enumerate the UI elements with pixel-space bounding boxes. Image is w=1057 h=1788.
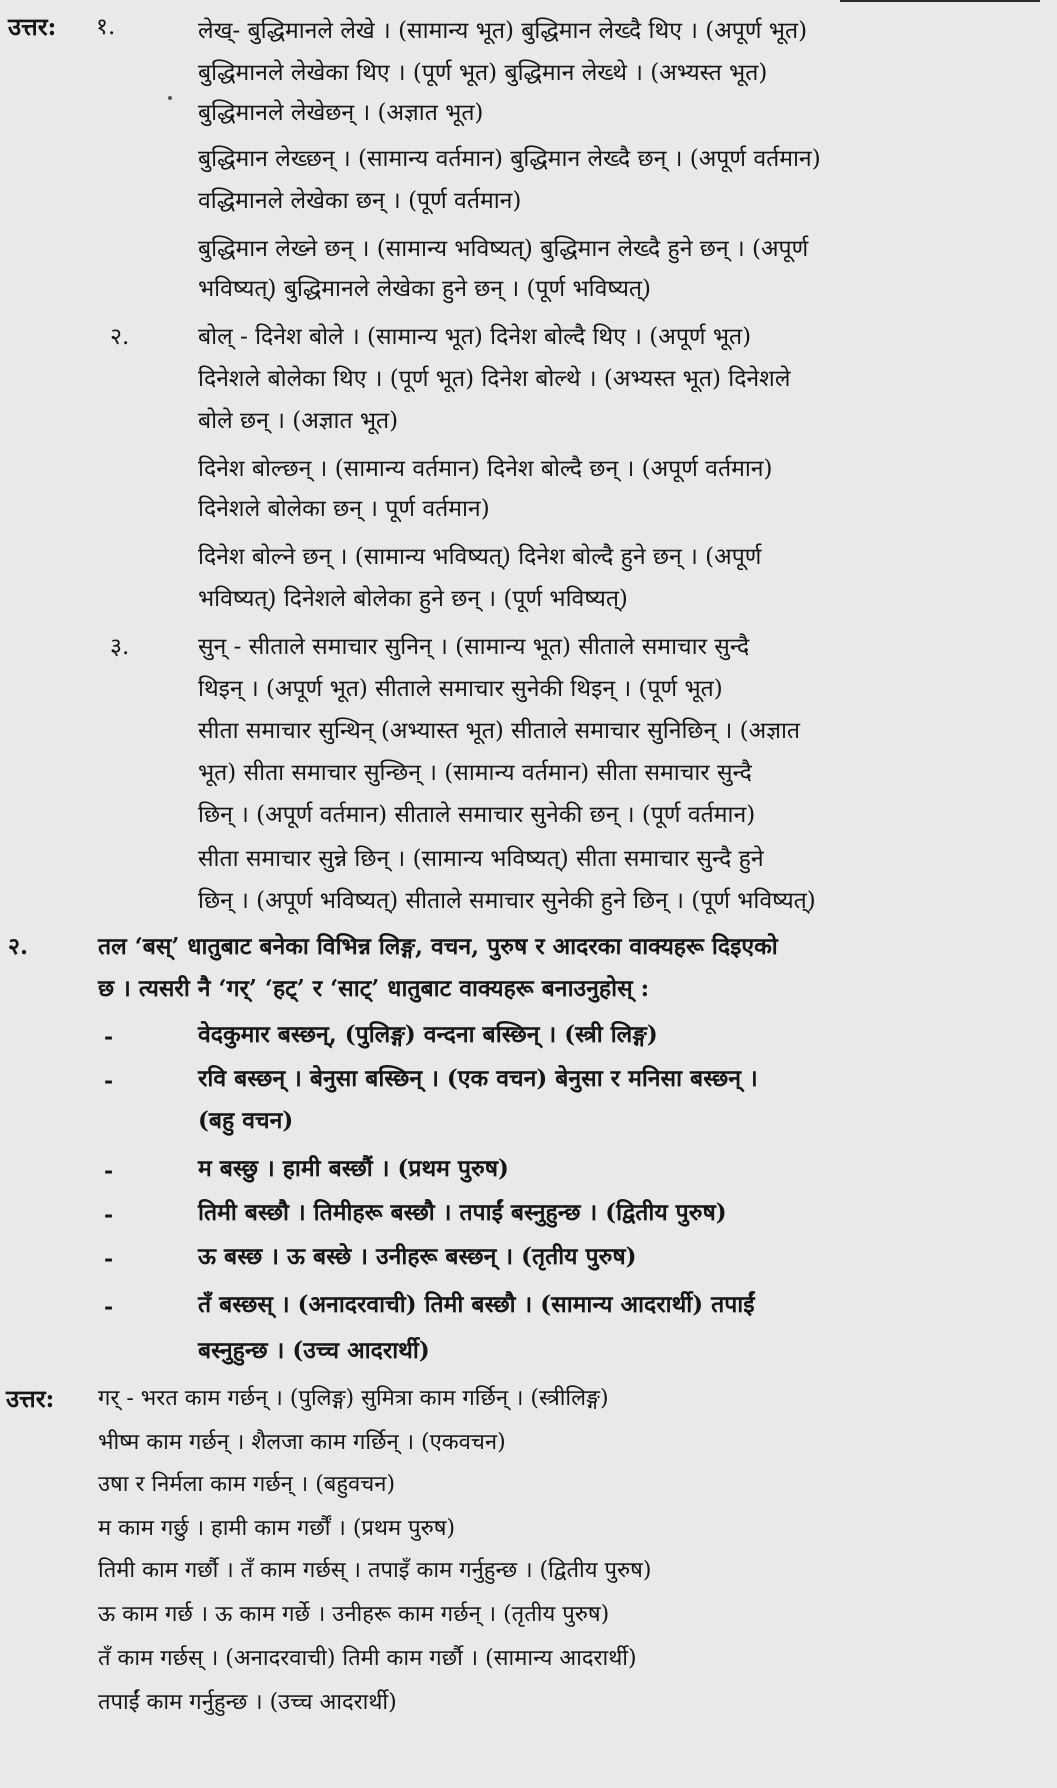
bullet-4: - (104, 1202, 114, 1228)
answer2-line-4: म काम गर्छु । हामी काम गर्छौं । (प्रथम पुरुष) (98, 1516, 456, 1541)
item-number-2: २. (110, 324, 130, 350)
example-line-7: तँ बस्छस् । (अनादरवाची) तिमी बस्छौ । (सामान्य आदरार्थी) तपाईं (198, 1291, 755, 1318)
speck (168, 96, 172, 100)
item-number-1: १. (96, 14, 116, 40)
item2-line-2: दिनेशले बोलेका थिए । (पूर्ण भूत) दिनेश बोल्थे । (अभ्यस्त भूत) दिनेशले (198, 366, 791, 392)
item1-line-7: भविष्यत्) बुद्धिमानले लेखेका हुने छन् । (पूर्ण भविष्यत्) (198, 276, 651, 302)
answer2-line-7: तँ काम गर्छस् । (अनादरवाची) तिमी काम गर्छौ । (सामान्य आदरार्थी) (98, 1646, 637, 1671)
item1-line-1: लेख्- बुद्धिमानले लेखे । (सामान्य भूत) बुद्धिमान लेख्दै थिए । (अपूर्ण भूत) (198, 18, 808, 44)
example-line-8: बस्नुहुन्छ । (उच्च आदरार्थी) (198, 1337, 430, 1364)
answer2-line-3: उषा र निर्मला काम गर्छन् । (बहुवचन) (98, 1472, 396, 1497)
item3-line-3: सीता समाचार सुन्थिन् (अभ्यास्त भूत) सीताले समाचार सुनिछिन् । (अज्ञात (198, 718, 801, 744)
answer2-line-1: गर् - भरत काम गर्छन् । (पुलिङ्ग) सुमित्रा काम गर्छिन् । (स्त्रीलिङ्ग) (98, 1386, 609, 1411)
item2-line-7: भविष्यत्) दिनेशले बोलेका हुने छन् । (पूर्ण भविष्यत्) (198, 586, 628, 612)
example-line-6: ऊ बस्छ । ऊ बस्छे । उनीहरू बस्छन् । (तृतीय पुरुष) (198, 1243, 637, 1270)
item2-line-1: बोल् - दिनेश बोले । (सामान्य भूत) दिनेश बोल्दै थिए । (अपूर्ण भूत) (198, 324, 752, 350)
item1-line-5: वद्धिमानले लेखेका छन् । (पूर्ण वर्तमान) (198, 188, 522, 214)
example-line-3: (बहु वचन) (198, 1107, 294, 1134)
question2-line-2: छ । त्यसरी नै ‘गर्’ ‘हट्’ र ‘साट्’ धातुबाट वाक्यहरू बनाउनुहोस् : (98, 975, 650, 1002)
item3-line-4: भूत) सीता समाचार सुन्छिन् । (सामान्य वर्तमान) सीता समाचार सुन्दै (198, 760, 752, 786)
bullet-5: - (104, 1246, 114, 1272)
answer2-line-2: भीष्म काम गर्छन् । शैलजा काम गर्छिन् । (एकवचन) (98, 1430, 506, 1455)
item2-line-6: दिनेश बोल्ने छन् । (सामान्य भविष्यत्) दिनेश बोल्दै हुने छन् । (अपूर्ण (198, 544, 762, 570)
answer2-line-5: तिमी काम गर्छौ । तँ काम गर्छस् । तपाइँ काम गर्नुहुन्छ । (द्वितीय पुरुष) (98, 1558, 652, 1583)
bullet-3: - (104, 1158, 114, 1184)
example-line-2: रवि बस्छन् । बेनुसा बस्छिन् । (एक वचन) बेनुसा र मनिसा बस्छन् । (198, 1065, 758, 1092)
item1-line-4: बुद्धिमान लेख्छन् । (सामान्य वर्तमान) बुद्धिमान लेख्दै छन् । (अपूर्ण वर्तमान) (198, 146, 821, 172)
item1-line-6: बुद्धिमान लेख्ने छन् । (सामान्य भविष्यत्) बुद्धिमान लेख्दै हुने छन् । (अपूर्ण (198, 236, 809, 262)
bullet-2: - (104, 1068, 114, 1094)
answer-label-2: उत्तर: (6, 1384, 55, 1413)
item3-line-6: सीता समाचार सुन्ने छिन् । (सामान्य भविष्यत्) सीता समाचार सुन्दै हुने (198, 846, 764, 872)
item3-line-5: छिन् । (अपूर्ण वर्तमान) सीताले समाचार सुनेकी छन् । (पूर्ण वर्तमान) (198, 802, 756, 828)
item2-line-5: दिनेशले बोलेका छन् । पूर्ण वर्तमान) (198, 496, 490, 522)
item2-line-3: बोले छन् । (अज्ञात भूत) (198, 408, 399, 434)
item1-line-2: बुद्धिमानले लेखेका थिए । (पूर्ण भूत) बुद्धिमान लेख्थे । (अभ्यस्त भूत) (198, 60, 768, 86)
item2-line-4: दिनेश बोल्छन् । (सामान्य वर्तमान) दिनेश बोल्दै छन् । (अपूर्ण वर्तमान) (198, 456, 773, 482)
bullet-6: - (104, 1294, 114, 1320)
top-rule (840, 0, 1040, 2)
answer2-line-8: तपाईं काम गर्नुहुन्छ । (उच्च आदरार्थी) (98, 1690, 397, 1715)
answer-label-1: उत्तर: (8, 12, 57, 41)
item1-line-3: बुद्धिमानले लेखेछन् । (अज्ञात भूत) (198, 100, 484, 126)
example-line-5: तिमी बस्छौ । तिमीहरू बस्छौ । तपाईं बस्नुहुन्छ । (द्वितीय पुरुष) (198, 1199, 727, 1226)
example-line-1: वेदकुमार बस्छन्, (पुलिङ्ग) वन्दना बस्छिन् । (स्त्री लिङ्ग) (198, 1021, 658, 1048)
item3-line-2: थिइन् । (अपूर्ण भूत) सीताले समाचार सुनेकी थिइन् । (पूर्ण भूत) (198, 676, 723, 702)
question-number-2: २. (8, 933, 28, 960)
item3-line-1: सुन् - सीताले समाचार सुनिन् । (सामान्य भूत) सीताले समाचार सुन्दै (198, 634, 750, 660)
item-number-3: ३. (110, 634, 130, 660)
bullet-1: - (104, 1024, 114, 1050)
example-line-4: म बस्छु । हामी बस्छौं । (प्रथम पुरुष) (198, 1155, 509, 1182)
question2-line-1: तल ‘बस्’ धातुबाट बनेका विभिन्न लिङ्ग, वचन, पुरुष र आदरका वाक्यहरू दिइएको (98, 933, 778, 960)
answer2-line-6: ऊ काम गर्छ । ऊ काम गर्छे । उनीहरू काम गर्छन् । (तृतीय पुरुष) (98, 1602, 610, 1627)
item3-line-7: छिन् । (अपूर्ण भविष्यत्) सीताले समाचार सुनेकी हुने छिन् । (पूर्ण भविष्यत्) (198, 888, 816, 914)
